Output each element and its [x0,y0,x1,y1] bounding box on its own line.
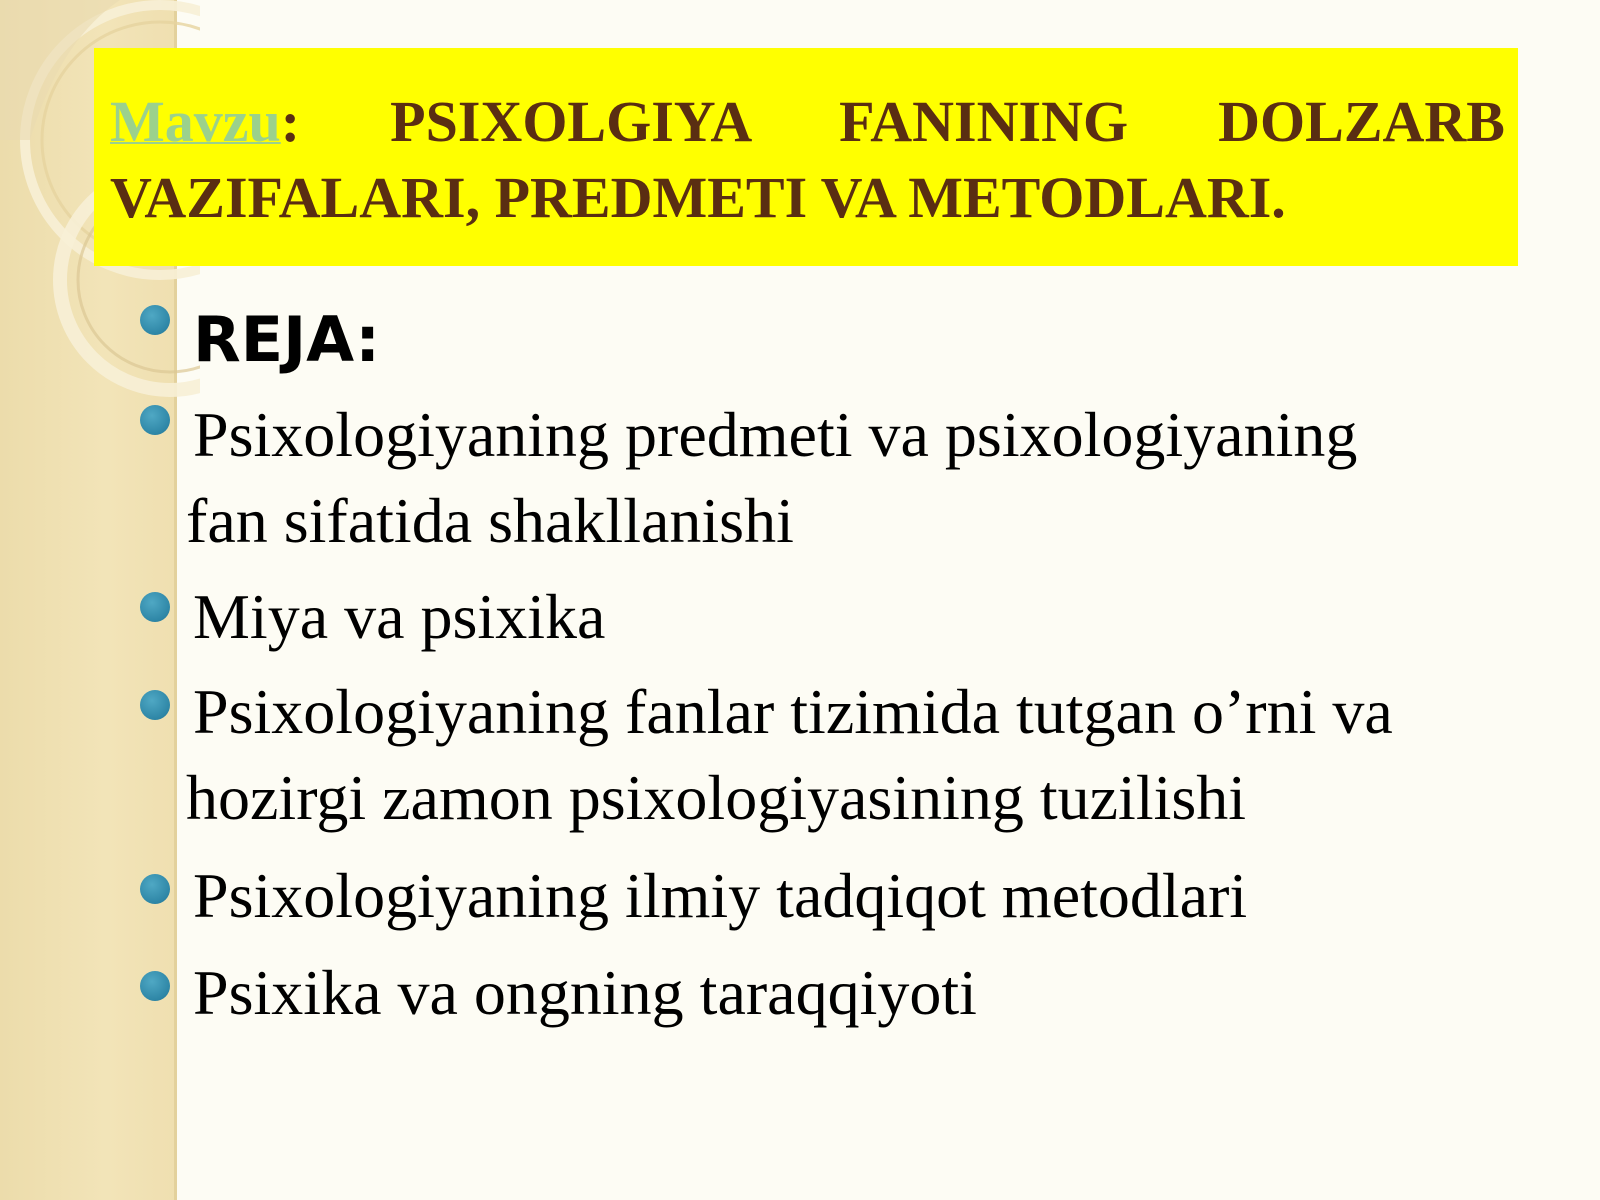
bullet-icon [140,305,170,335]
plan-item-line: fan sifatida shakllanishi [186,485,794,556]
plan-item [186,669,1563,841]
title-label-link[interactable]: Mavzu [110,89,281,154]
bullet-icon [140,690,170,720]
title-separator: : [280,89,301,154]
bullet-icon [140,592,170,622]
bullet-icon [140,405,170,435]
plan-item-line: Psixologiyaning predmeti va psixologiyaning [193,399,1358,470]
title-text: PSIXOLGIYA FANINING DOLZARB VAZIFALARI, PREDMETI VA METODLARI. [110,89,1505,230]
bullet-icon [140,874,170,904]
plan-item: Psixika va ongning taraqqiyoti [193,957,977,1028]
plan-item-line: hozirgi zamon psixologiyasining tuzilishi [186,762,1247,833]
plan-item-line: Psixologiyaning fanlar tizimida tutgan o’rni va [193,676,1393,747]
plan-heading: REJA: [193,303,381,376]
plan-item: Miya va psixika [193,581,606,652]
plan-item: Psixologiyaning ilmiy tadqiqot metodlari [193,860,1248,931]
plan-item [186,392,1563,564]
bullet-icon [140,971,170,1001]
